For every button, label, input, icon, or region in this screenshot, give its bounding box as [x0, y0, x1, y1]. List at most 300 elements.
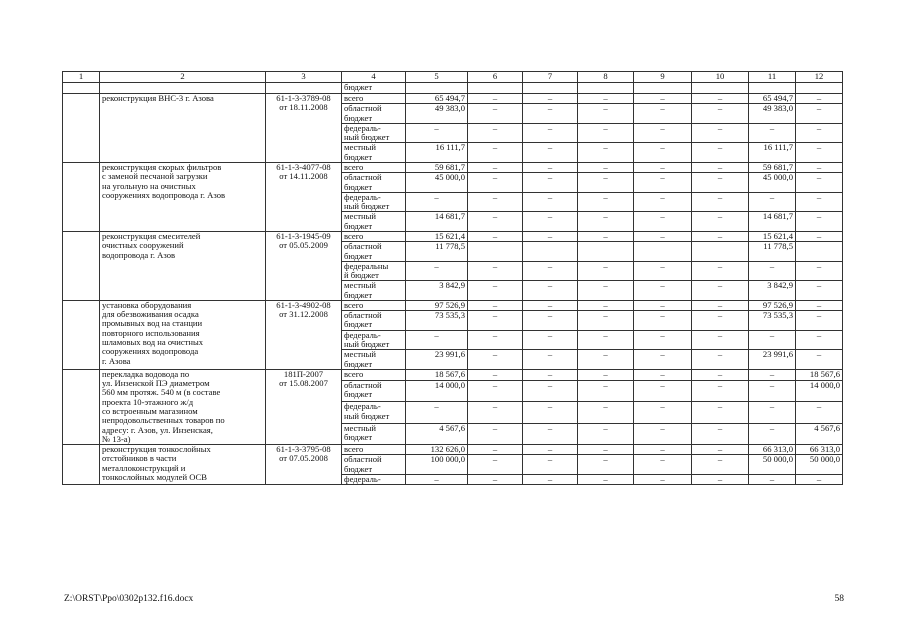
amount-cell: –	[578, 143, 634, 163]
amount-cell: –	[634, 281, 692, 301]
project-name-line: г. Азова	[102, 355, 131, 366]
funding-source-line: всего	[344, 162, 364, 172]
project-name-line: со встроенным магазином	[102, 406, 198, 416]
document-code-line: от 15.08.2007	[279, 378, 328, 389]
document-code	[266, 445, 342, 485]
amount-cell: –	[578, 423, 634, 444]
amount-cell: –	[523, 474, 578, 484]
funding-source-line: федераль-	[344, 330, 381, 340]
amount-cell: –	[796, 474, 843, 484]
document-code	[266, 162, 342, 231]
amount-cell: –	[692, 350, 749, 370]
funding-source	[342, 192, 406, 212]
funding-source	[342, 445, 406, 455]
amount-cell: –	[523, 94, 578, 104]
amount-cell: –	[578, 162, 634, 172]
document-code-line: 61-1-3-3795-08	[276, 444, 331, 455]
amount-cell: –	[468, 455, 523, 475]
amount-cell: –	[578, 123, 634, 143]
amount-cell: –	[468, 311, 523, 331]
amount-cell: –	[796, 330, 843, 350]
empty-cell	[749, 83, 796, 94]
amount-cell: –	[634, 192, 692, 212]
table-row	[63, 369, 843, 380]
funding-source	[342, 261, 406, 281]
amount-cell: –	[468, 474, 523, 484]
column-number: 6	[468, 72, 523, 83]
amount-cell: 97 526,9	[749, 300, 796, 310]
project-name-line: № 13-а)	[102, 433, 131, 444]
funding-source	[342, 423, 406, 444]
amount-cell: 3 842,9	[406, 281, 468, 301]
amount-cell: –	[634, 455, 692, 475]
funding-source	[342, 212, 406, 232]
amount-cell: –	[692, 104, 749, 124]
amount-cell: –	[468, 402, 523, 423]
amount-cell: 73 535,3	[406, 311, 468, 331]
project-name	[100, 300, 266, 369]
index-cell	[63, 94, 100, 163]
project-name-line: ул. Инзенской ПЭ диаметром	[102, 378, 210, 389]
project-name-line: сооружениях водопровода	[102, 346, 199, 357]
funding-source-line: бюджет	[344, 389, 373, 400]
funding-source-line: бюджет	[344, 289, 373, 300]
amount-cell: –	[634, 445, 692, 455]
column-number: 2	[100, 72, 266, 83]
document-code	[266, 300, 342, 369]
amount-cell: –	[692, 162, 749, 172]
amount-cell: 59 681,7	[406, 162, 468, 172]
amount-cell	[468, 242, 523, 262]
amount-cell: –	[634, 474, 692, 484]
amount-cell: –	[692, 212, 749, 232]
index-cell	[63, 300, 100, 369]
amount-cell: 11 778,5	[749, 242, 796, 262]
amount-cell: –	[749, 330, 796, 350]
amount-cell: –	[692, 94, 749, 104]
funding-source-line: бюджет	[344, 432, 373, 443]
amount-cell: –	[634, 162, 692, 172]
amount-cell: –	[523, 455, 578, 475]
table-row	[63, 300, 843, 310]
amount-cell: –	[468, 300, 523, 310]
funding-source	[342, 123, 406, 143]
column-number: 3	[266, 72, 342, 83]
amount-cell: –	[523, 123, 578, 143]
project-name-line: водопровода г. Азов	[102, 249, 176, 260]
document-code-line: 61-1-3-4077-08	[276, 162, 331, 172]
amount-cell: –	[634, 381, 692, 402]
funding-source-line: федеральны	[344, 261, 389, 271]
funding-source-line: бюджет	[344, 358, 373, 369]
amount-cell: 50 000,0	[796, 455, 843, 475]
amount-cell: –	[523, 231, 578, 241]
amount-cell: 73 535,3	[749, 311, 796, 331]
funding-source	[342, 330, 406, 350]
funding-source	[342, 311, 406, 331]
document-code	[266, 369, 342, 444]
amount-cell: –	[406, 474, 468, 484]
amount-cell	[523, 242, 578, 262]
amount-cell: –	[749, 402, 796, 423]
amount-cell: –	[523, 350, 578, 370]
amount-cell: –	[796, 123, 843, 143]
amount-cell: –	[692, 330, 749, 350]
amount-cell: –	[749, 261, 796, 281]
document-code-line: 61-1-3-1945-09	[276, 231, 331, 241]
amount-cell: –	[749, 123, 796, 143]
document-code-line: от 18.11.2008	[279, 102, 328, 113]
amount-cell: –	[634, 311, 692, 331]
header-row	[63, 72, 843, 83]
funding-source-line: всего	[344, 444, 364, 455]
document-code-line: 61-1-3-3789-08	[276, 93, 331, 103]
amount-cell: –	[634, 212, 692, 232]
project-name-line: реконструкция скорых фильтров	[102, 162, 222, 172]
amount-cell: –	[796, 261, 843, 281]
amount-cell: –	[523, 143, 578, 163]
funding-source-line: областной	[344, 454, 382, 465]
document-code-line: от 31.12.2008	[279, 309, 328, 320]
amount-cell: 23 991,6	[406, 350, 468, 370]
amount-cell: –	[406, 261, 468, 281]
funding-source	[342, 242, 406, 262]
amount-cell: –	[468, 381, 523, 402]
funding-source-line: местный	[344, 142, 377, 153]
funding-source-line: бюджет	[344, 151, 373, 162]
amount-cell: –	[796, 104, 843, 124]
funding-source-line: ный бюджет	[344, 201, 390, 212]
project-name-line: сооружениях водопровода г. Азов	[102, 189, 226, 200]
amount-cell: –	[468, 192, 523, 212]
funding-source-line: федераль-	[344, 401, 381, 412]
amount-cell: –	[578, 381, 634, 402]
amount-cell: –	[796, 311, 843, 331]
footer-page-number: 58	[834, 594, 844, 604]
amount-cell: –	[523, 192, 578, 212]
amount-cell: –	[468, 350, 523, 370]
funding-source-line: федераль-	[344, 474, 381, 484]
amount-cell: –	[468, 261, 523, 281]
amount-cell: –	[523, 281, 578, 301]
amount-cell: –	[634, 94, 692, 104]
amount-cell: –	[523, 381, 578, 402]
amount-cell: 49 383,0	[406, 104, 468, 124]
amount-cell: 18 567,6	[406, 369, 468, 380]
index-cell	[63, 231, 100, 300]
column-number: 10	[692, 72, 749, 83]
amount-cell: –	[578, 350, 634, 370]
amount-cell: –	[692, 402, 749, 423]
amount-cell: 49 383,0	[749, 104, 796, 124]
funding-source-line: й бюджет	[344, 270, 379, 281]
amount-cell: –	[523, 330, 578, 350]
amount-cell: –	[468, 445, 523, 455]
amount-cell: –	[692, 143, 749, 163]
amount-cell: –	[634, 143, 692, 163]
amount-cell: –	[692, 231, 749, 241]
amount-cell: –	[634, 123, 692, 143]
amount-cell: –	[523, 162, 578, 172]
amount-cell: –	[523, 445, 578, 455]
amount-cell: –	[578, 173, 634, 193]
amount-cell: –	[692, 381, 749, 402]
funding-source-line: областной	[344, 241, 382, 252]
funding-source	[342, 300, 406, 310]
column-number: 4	[342, 72, 406, 83]
amount-cell: 14 681,7	[749, 212, 796, 232]
amount-cell: –	[523, 369, 578, 380]
amount-cell: –	[523, 261, 578, 281]
project-name-line: реконструкция ВНС-3 г. Азова	[102, 93, 214, 103]
empty-cell	[578, 83, 634, 94]
amount-cell	[578, 242, 634, 262]
funding-source	[342, 281, 406, 301]
project-name	[100, 369, 266, 444]
amount-cell: 66 313,0	[749, 445, 796, 455]
amount-cell: –	[406, 123, 468, 143]
amount-cell	[796, 242, 843, 262]
amount-cell: –	[578, 474, 634, 484]
amount-cell: 4 567,6	[796, 423, 843, 444]
amount-cell: –	[692, 123, 749, 143]
amount-cell: –	[634, 423, 692, 444]
continuation-row	[63, 83, 843, 94]
index-cell	[63, 162, 100, 231]
amount-cell: –	[468, 212, 523, 232]
amount-cell: –	[796, 94, 843, 104]
amount-cell: –	[634, 261, 692, 281]
project-name-line: для обезвоживания осадка	[102, 309, 199, 320]
funding-source-line: ный бюджет	[344, 132, 390, 143]
amount-cell: –	[796, 192, 843, 212]
table-row	[63, 231, 843, 241]
amount-cell: 3 842,9	[749, 281, 796, 301]
project-name-line: отстойников в части	[102, 453, 177, 464]
funding-source	[342, 455, 406, 475]
amount-cell: –	[468, 330, 523, 350]
funding-source-line: федераль-	[344, 123, 381, 133]
amount-cell: 45 000,0	[749, 173, 796, 193]
project-name	[100, 162, 266, 231]
amount-cell: –	[692, 423, 749, 444]
project-name-line: проекта 10-этажного ж/д	[102, 396, 194, 407]
amount-cell: –	[634, 231, 692, 241]
document-code-line: от 07.05.2008	[279, 453, 328, 464]
project-name-line: реконструкция тонкослойных	[102, 444, 211, 455]
funding-source-line: федераль-	[344, 192, 381, 202]
empty-cell	[796, 83, 843, 94]
funding-source-line: местный	[344, 280, 377, 291]
amount-cell	[692, 242, 749, 262]
funding-source	[342, 173, 406, 193]
index-cell	[63, 445, 100, 485]
amount-cell: –	[468, 94, 523, 104]
amount-cell: 100 000,0	[406, 455, 468, 475]
funding-source-line: бюджет	[344, 319, 373, 330]
amount-cell: –	[578, 212, 634, 232]
project-name-line: адресу: г. Азов, ул. Инзенская,	[102, 424, 213, 435]
funding-source	[342, 474, 406, 484]
amount-cell: –	[523, 173, 578, 193]
amount-cell: –	[578, 281, 634, 301]
amount-cell: 97 526,9	[406, 300, 468, 310]
project-name-line: установка оборудования	[102, 300, 192, 310]
amount-cell: 18 567,6	[796, 369, 843, 380]
amount-cell: –	[523, 311, 578, 331]
amount-cell: 65 494,7	[749, 94, 796, 104]
table-row	[63, 162, 843, 172]
funding-source-line: ный бюджет	[344, 410, 390, 421]
amount-cell: –	[468, 173, 523, 193]
empty-cell	[266, 83, 342, 94]
funding-source-line: местный	[344, 349, 377, 360]
amount-cell: –	[468, 281, 523, 301]
project-name-line: шламовых вод на очистных	[102, 337, 204, 348]
funding-source	[342, 162, 406, 172]
footer-file-path: Z:\ORST\Ppo\0302p132.f16.docx	[64, 594, 194, 604]
amount-cell: –	[692, 173, 749, 193]
funding-source-line: бюджет	[344, 220, 373, 231]
amount-cell: –	[578, 104, 634, 124]
funding-source-line: всего	[344, 231, 364, 241]
amount-cell: –	[523, 423, 578, 444]
amount-cell: 4 567,6	[406, 423, 468, 444]
amount-cell: –	[578, 311, 634, 331]
empty-cell	[634, 83, 692, 94]
funding-source-line: всего	[344, 93, 364, 103]
amount-cell: –	[692, 261, 749, 281]
empty-cell	[468, 83, 523, 94]
funding-source-line: местный	[344, 211, 377, 222]
funding-source-line: местный	[344, 423, 377, 433]
amount-cell: –	[406, 192, 468, 212]
amount-cell: –	[578, 369, 634, 380]
project-name-line: перекладка водовода по	[102, 369, 190, 379]
project-name-line: с заменой песчаной загрузки	[102, 171, 208, 182]
project-name-line: тонкослойных модулей ОСВ	[102, 471, 208, 482]
amount-cell: 14 000,0	[406, 381, 468, 402]
amount-cell: 16 111,7	[749, 143, 796, 163]
project-name-line: повторного использования	[102, 327, 200, 338]
funding-source	[342, 143, 406, 163]
amount-cell: –	[692, 369, 749, 380]
amount-cell: 59 681,7	[749, 162, 796, 172]
amount-cell: –	[468, 123, 523, 143]
amount-cell: –	[523, 402, 578, 423]
column-number: 8	[578, 72, 634, 83]
amount-cell: –	[692, 311, 749, 331]
amount-cell: –	[634, 350, 692, 370]
funding-source-line: бюджет	[344, 250, 373, 261]
project-name	[100, 445, 266, 485]
funding-source-line: бюджет	[344, 112, 373, 123]
amount-cell: 45 000,0	[406, 173, 468, 193]
document-code-line: от 14.11.2008	[279, 171, 328, 182]
amount-cell: –	[634, 369, 692, 380]
column-number: 5	[406, 72, 468, 83]
table-row	[63, 94, 843, 104]
document-code-line: 61-1-3-4902-08	[276, 300, 331, 310]
amount-cell: –	[749, 369, 796, 380]
amount-cell: –	[578, 300, 634, 310]
empty-cell	[692, 83, 749, 94]
amount-cell: –	[468, 231, 523, 241]
amount-cell: –	[578, 402, 634, 423]
project-name-line: очистных сооружений	[102, 240, 184, 251]
amount-cell: –	[406, 402, 468, 423]
project-name-line: металлоконструкций и	[102, 462, 186, 473]
column-number: 1	[63, 72, 100, 83]
amount-cell: –	[523, 212, 578, 232]
source-cell: бюджет	[342, 83, 406, 94]
amount-cell: –	[796, 402, 843, 423]
funding-source-line: ный бюджет	[344, 339, 390, 350]
amount-cell: –	[578, 455, 634, 475]
amount-cell: 50 000,0	[749, 455, 796, 475]
amount-cell: –	[578, 261, 634, 281]
amount-cell: –	[634, 330, 692, 350]
project-name-line: на угольную на очистных	[102, 180, 196, 191]
amount-cell: –	[796, 281, 843, 301]
empty-cell	[406, 83, 468, 94]
amount-cell: –	[468, 369, 523, 380]
funding-source-line: бюджет	[344, 463, 373, 474]
funding-source-line: бюджет	[344, 181, 373, 192]
amount-cell: –	[634, 300, 692, 310]
amount-cell: 14 000,0	[796, 381, 843, 402]
empty-cell	[100, 83, 266, 94]
amount-cell: –	[692, 300, 749, 310]
amount-cell: –	[796, 143, 843, 163]
amount-cell: –	[634, 104, 692, 124]
amount-cell: –	[692, 192, 749, 212]
funding-source	[342, 104, 406, 124]
amount-cell: 15 621,4	[406, 231, 468, 241]
amount-cell: 23 991,6	[749, 350, 796, 370]
column-number: 7	[523, 72, 578, 83]
amount-cell: –	[578, 94, 634, 104]
project-name-line: непродовольственных товаров по	[102, 415, 225, 426]
amount-cell: –	[796, 162, 843, 172]
funding-source-line: всего	[344, 300, 364, 310]
funding-source	[342, 369, 406, 380]
document-code-line: 181П-2007	[283, 369, 324, 379]
amount-cell: –	[749, 423, 796, 444]
project-name	[100, 94, 266, 163]
amount-cell: –	[523, 104, 578, 124]
column-number: 9	[634, 72, 692, 83]
amount-cell: 15 621,4	[749, 231, 796, 241]
funding-source	[342, 381, 406, 402]
project-name-line: реконструкция смесителей	[102, 231, 201, 241]
document-code-line: от 05.05.2009	[279, 240, 328, 251]
funding-source	[342, 94, 406, 104]
amount-cell: –	[796, 212, 843, 232]
amount-cell: 11 778,5	[406, 242, 468, 262]
funding-source	[342, 350, 406, 370]
funding-source-line: всего	[344, 369, 364, 379]
column-number: 12	[796, 72, 843, 83]
amount-cell: –	[578, 231, 634, 241]
amount-cell: –	[796, 300, 843, 310]
empty-cell	[63, 83, 100, 94]
budget-table	[62, 71, 843, 485]
amount-cell: –	[749, 381, 796, 402]
amount-cell: –	[692, 281, 749, 301]
funding-source-line: областной	[344, 380, 382, 391]
amount-cell: –	[523, 300, 578, 310]
